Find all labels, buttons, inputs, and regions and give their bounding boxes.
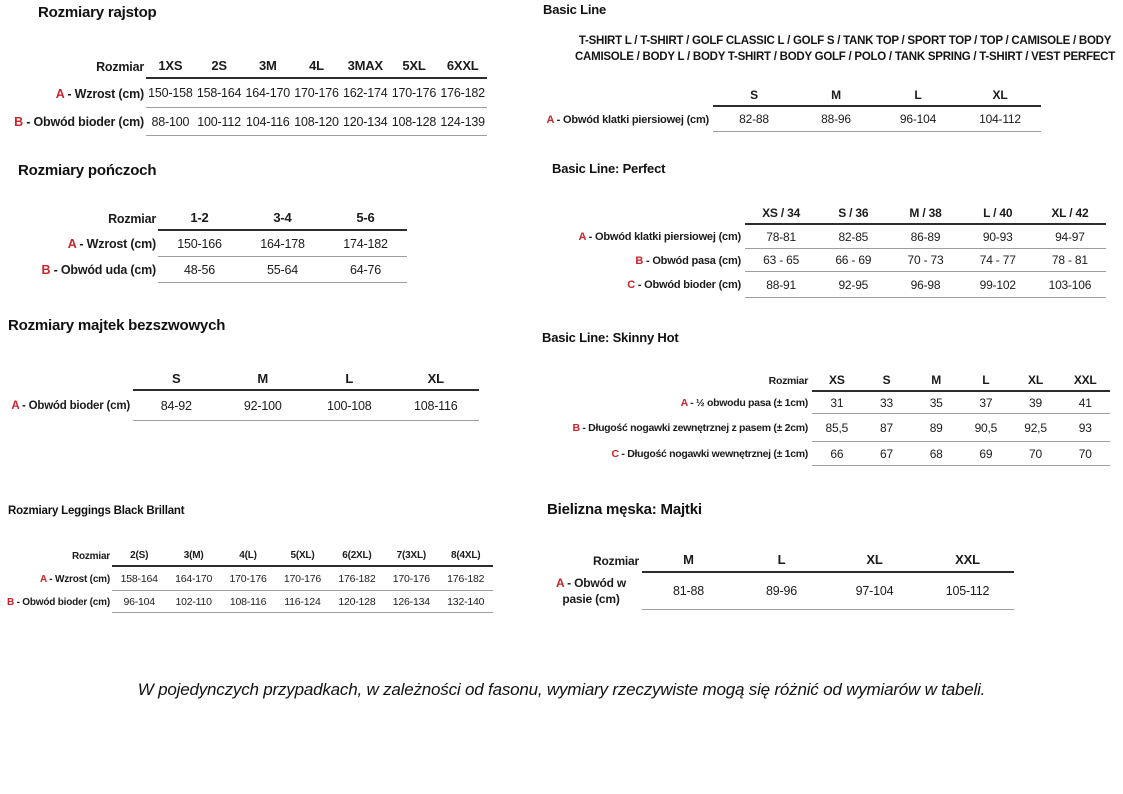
section-title-basic-line-perfect: Basic Line: Perfect [552, 161, 666, 176]
table-cell: 102-110 [175, 595, 212, 608]
table-cell: 96-104 [123, 595, 155, 608]
size-column-header: XXL [1073, 373, 1097, 387]
table-row-cells [158, 231, 407, 257]
size-table-ponczoch [0, 206, 407, 283]
size-column-header: M [831, 88, 841, 102]
table-cell: 170-176 [294, 86, 339, 100]
size-column-header: 7(3XL) [396, 549, 426, 561]
table-cell: 33 [880, 395, 893, 410]
table-cell: 108-120 [294, 114, 339, 129]
table-corner-label [543, 370, 808, 392]
table-header-cells [158, 206, 407, 231]
table-cell: 89 [929, 420, 943, 435]
row-label [0, 591, 110, 613]
row-label-text: B - Obwód uda (cm) [41, 263, 156, 277]
table-cell: 69 [979, 446, 993, 461]
table-header-cells [745, 202, 1106, 225]
table-corner-label [0, 54, 144, 79]
row-letter-b: B [6, 596, 14, 608]
row-letter-c: C [611, 448, 619, 460]
size-column-header: L [982, 373, 990, 387]
table-header-row [0, 367, 479, 391]
table-corner-label-text: Rozmiar [71, 550, 110, 562]
row-label [543, 225, 741, 249]
table-cell: 170-176 [283, 572, 322, 585]
table-row-cells [146, 79, 487, 108]
row-label-text: A - Obwód klatki piersiowej (cm) [578, 231, 741, 243]
row-letter-b: B [41, 263, 51, 277]
size-table-skinny-hot [543, 370, 1110, 466]
size-column-header: XL [866, 552, 883, 567]
size-column-header: 1XS [158, 58, 183, 73]
row-label-text: B - Obwód bioder (cm) [14, 115, 144, 129]
table-row-cells [112, 567, 493, 591]
table-cell: 97-104 [855, 584, 894, 598]
row-label-text: A - Wzrost (cm) [40, 573, 110, 585]
table-cell: 104-112 [979, 112, 1021, 126]
table-cell: 162-174 [342, 86, 388, 100]
table-cell: 81-88 [673, 584, 704, 598]
size-column-header: 3M [258, 58, 277, 73]
table-cell: 96-104 [899, 112, 937, 126]
size-column-header: XS [829, 373, 845, 387]
row-label [0, 257, 156, 283]
table-cell: 108-116 [413, 398, 458, 413]
table-cell: 124-139 [440, 114, 485, 129]
row-letter-a: A [578, 231, 586, 243]
table-row-cells [745, 249, 1106, 272]
size-table-basic-line-perfect [543, 202, 1106, 298]
table-cell: 92-100 [243, 398, 282, 413]
size-column-header: S [172, 370, 181, 386]
row-label-text: C - Obwód bioder (cm) [627, 279, 741, 291]
size-column-header: XS / 34 [762, 205, 801, 220]
table-cell: 174-182 [343, 236, 388, 251]
size-column-header: XL / 42 [1051, 205, 1089, 220]
table-corner-label-text: Rozmiar [593, 553, 639, 568]
table-cell: 92,5 [1024, 420, 1047, 435]
table-cell: 108-128 [391, 114, 437, 129]
table-cell: 70 - 73 [907, 253, 944, 267]
table-cell: 88-96 [821, 112, 851, 126]
row-letter-a: A [680, 397, 688, 409]
table-cell: 176-182 [440, 86, 485, 100]
row-label-text: C - Długość nogawki wewnętrznej (± 1cm) [611, 448, 808, 460]
table-corner-label [543, 548, 639, 573]
row-label [543, 249, 741, 272]
row-label-text: B - Obwód pasa (cm) [635, 254, 741, 267]
table-cell: 158-164 [120, 572, 158, 585]
row-label [0, 108, 144, 136]
row-letter-b: B [572, 422, 580, 434]
table-row [0, 231, 407, 257]
table-header-row [0, 545, 493, 567]
table-cell: 39 [1029, 395, 1042, 410]
size-column-header: 6XXL [446, 58, 479, 73]
table-cell: 78 - 81 [1051, 253, 1088, 267]
table-cell: 74 - 77 [979, 253, 1016, 267]
size-column-header: XXL [955, 552, 980, 567]
table-cell: 164-170 [175, 572, 213, 585]
table-cell: 67 [880, 446, 893, 461]
table-row-cells [112, 591, 493, 613]
table-corner-label-text: Rozmiar [96, 59, 144, 74]
row-label-text: A - ½ obwodu pasa (± 1cm) [680, 397, 808, 409]
table-cell: 90-93 [982, 229, 1013, 244]
table-cell: 88-100 [151, 114, 190, 129]
table-header-cells [112, 545, 493, 567]
table-header-cells [133, 367, 479, 391]
table-row-cells [642, 573, 1014, 610]
table-row-cells [133, 391, 479, 421]
table-row [543, 249, 1106, 272]
row-letter-b: B [14, 115, 23, 129]
table-header-row [543, 85, 1041, 107]
table-cell: 90,5 [974, 420, 998, 435]
table-row [0, 567, 493, 591]
table-header-cells [146, 54, 487, 79]
table-cell: 88-91 [766, 277, 796, 292]
table-row [543, 573, 1014, 610]
table-cell: 35 [929, 395, 943, 410]
table-cell: 150-166 [177, 236, 222, 251]
section-title-rajstop: Rozmiary rajstop [38, 4, 157, 21]
size-column-header: 2(S) [130, 549, 149, 561]
table-cell: 99-102 [979, 277, 1016, 292]
size-column-header: 3(M) [183, 549, 204, 561]
table-cell: 82-85 [838, 229, 869, 244]
table-row-cells [146, 108, 487, 136]
size-column-header: 3-4 [273, 210, 292, 225]
size-column-header: 3MAX [347, 58, 383, 73]
size-column-header: L / 40 [983, 205, 1013, 220]
table-corner-label [0, 206, 156, 231]
size-column-header: S [750, 88, 758, 102]
row-label-text: A - Wzrost (cm) [55, 86, 144, 101]
size-table-majtek-bezszwowe [0, 367, 479, 421]
table-cell: 126-134 [392, 595, 430, 608]
table-header-row [543, 548, 1014, 573]
table-corner-label-text: Rozmiar [768, 375, 808, 387]
table-cell: 170-176 [391, 86, 437, 100]
section-title-ponczoch: Rozmiary pończoch [18, 162, 157, 179]
table-cell: 68 [929, 446, 943, 461]
row-label [0, 231, 156, 257]
table-cell: 108-116 [229, 595, 267, 608]
size-column-header: 5-6 [356, 210, 375, 225]
table-row [543, 414, 1110, 442]
size-column-header: M / 38 [909, 205, 942, 220]
table-cell: 66 - 69 [835, 253, 872, 267]
size-column-header: S / 36 [838, 205, 869, 220]
row-letter-b: B [635, 254, 644, 267]
row-label-text: B - Długość nogawki zewnętrznej z pasem (± 2cm) [572, 422, 808, 434]
table-header-row [0, 54, 487, 79]
table-cell: 132-140 [447, 595, 485, 608]
table-cell: 96-98 [910, 277, 941, 292]
size-column-header: 1-2 [190, 210, 209, 225]
table-cell: 55-64 [267, 262, 298, 277]
table-cell: 104-116 [246, 114, 290, 129]
row-label [543, 573, 639, 610]
table-row [543, 225, 1106, 249]
table-cell: 164-170 [245, 86, 291, 100]
table-cell: 170-176 [392, 572, 430, 585]
section-title-majtek-bezszwowe: Rozmiary majtek bezszwowych [8, 317, 226, 334]
basic-line-products-list: T-SHIRT L / T-SHIRT / GOLF CLASSIC L / GOLF S / TANK TOP / SPORT TOP / TOP / CAMISOLE / BODY CAMISOLE / BODY L / BODY T-SHIRT / BODY GOLF / POLO / TANK SPRING / T-SHIRT / VEST PERFECT [575, 35, 1115, 64]
table-cell: 85,5 [825, 420, 849, 435]
table-cell: 176-182 [338, 572, 376, 585]
size-column-header: L [777, 552, 786, 567]
section-title-skinny-hot: Basic Line: Skinny Hot [542, 330, 679, 345]
table-cell: 100-108 [327, 398, 372, 413]
section-title-leggings: Rozmiary Leggings Black Brillant [8, 505, 185, 517]
size-column-header: L [914, 88, 922, 102]
table-cell: 37 [979, 395, 993, 410]
row-label [543, 442, 808, 466]
table-header-cells [812, 370, 1110, 392]
table-header-row [0, 206, 407, 231]
section-title-bielizna-meska: Bielizna męska: Majtki [547, 501, 702, 518]
table-corner-label [543, 202, 741, 225]
row-label [543, 414, 808, 442]
table-cell: 66 [830, 446, 844, 461]
row-label-text: A - Obwód w pasie (cm) [555, 575, 627, 606]
size-column-header: XL [427, 370, 444, 386]
table-row [0, 108, 487, 136]
size-column-header: 5XL [402, 58, 426, 73]
table-cell: 120-128 [338, 595, 376, 608]
size-column-header: 8(4XL) [451, 549, 481, 561]
table-cell: 103-106 [1048, 277, 1092, 292]
table-cell: 41 [1078, 395, 1092, 410]
table-corner-label [0, 367, 130, 391]
row-letter-c: C [627, 279, 635, 291]
table-row-cells [812, 442, 1110, 466]
size-column-header: 6(2XL) [342, 549, 372, 561]
table-row [543, 272, 1106, 298]
table-cell: 94-97 [1055, 229, 1085, 244]
table-cell: 31 [830, 395, 844, 410]
table-cell: 105-112 [945, 584, 990, 598]
table-cell: 93 [1078, 420, 1092, 435]
table-cell: 158-164 [196, 86, 242, 100]
size-table-leggings [0, 545, 493, 613]
row-label [543, 392, 808, 414]
row-label [0, 391, 130, 421]
table-cell: 164-178 [260, 236, 305, 251]
table-row [543, 107, 1041, 132]
table-header-cells [713, 85, 1041, 107]
row-label [543, 107, 709, 132]
row-label [0, 79, 144, 108]
row-letter-a: A [546, 113, 554, 126]
table-row-cells [158, 257, 407, 283]
row-label [543, 272, 741, 298]
size-column-header: M [931, 373, 942, 387]
table-row [0, 391, 479, 421]
row-label-text: B - Obwód bioder (cm) [6, 596, 110, 608]
size-column-header: M [257, 370, 269, 386]
size-column-header: 4(L) [239, 549, 257, 561]
size-column-header: XL [1028, 373, 1043, 387]
table-row [0, 79, 487, 108]
table-row [543, 392, 1110, 414]
size-column-header: L [345, 370, 354, 386]
table-cell: 170-176 [229, 572, 267, 585]
table-cell: 84-92 [160, 398, 192, 413]
table-cell: 86-89 [910, 229, 941, 244]
row-letter-a: A [555, 575, 565, 590]
table-row-cells [713, 107, 1041, 132]
row-letter-a: A [67, 237, 77, 251]
table-cell: 120-134 [342, 114, 388, 129]
size-column-header: 4L [309, 58, 324, 73]
size-column-header: S [882, 373, 891, 387]
size-table-bielizna-meska [543, 548, 1014, 610]
table-corner-label-text: Rozmiar [108, 211, 156, 226]
row-label [0, 567, 110, 591]
row-label-text: A - Obwód klatki piersiowej (cm) [546, 113, 709, 126]
table-cell: 63 - 65 [763, 253, 800, 267]
table-cell: 48-56 [184, 262, 215, 277]
table-cell: 150-158 [148, 86, 193, 100]
table-cell: 176-182 [447, 572, 485, 585]
table-cell: 116-124 [284, 595, 321, 608]
table-row-cells [812, 392, 1110, 414]
table-cell: 70 [1078, 446, 1092, 461]
table-row-cells [745, 272, 1106, 298]
table-row-cells [812, 414, 1110, 442]
section-title-basic-line: Basic Line [543, 2, 607, 17]
table-header-row [543, 370, 1110, 392]
size-table-rajstop [0, 54, 487, 136]
size-column-header: XL [992, 88, 1008, 102]
size-table-basic-line [543, 85, 1041, 132]
table-row-cells [745, 225, 1106, 249]
table-cell: 82-88 [739, 112, 769, 126]
table-cell: 70 [1029, 446, 1042, 461]
table-corner-label [543, 85, 709, 107]
row-label-text: A - Wzrost (cm) [67, 237, 156, 251]
disclaimer-note: W pojedynczych przypadkach, w zależności od fasonu, wymiary rzeczywiste mogą się różnić od wymiarów w tabeli. [137, 680, 986, 699]
table-corner-label [0, 545, 110, 567]
table-header-row [543, 202, 1106, 225]
table-cell: 92-95 [838, 277, 869, 292]
size-column-header: 2S [211, 58, 227, 73]
table-row [543, 442, 1110, 466]
row-letter-a: A [11, 400, 19, 412]
size-column-header: 5(XL) [290, 549, 315, 561]
row-label-text: A - Obwód bioder (cm) [11, 400, 130, 412]
table-cell: 100-112 [197, 114, 241, 129]
table-cell: 89-96 [766, 584, 797, 598]
table-cell: 64-76 [350, 262, 381, 277]
table-cell: 78-81 [766, 229, 796, 244]
row-letter-a: A [55, 86, 65, 101]
table-cell: 87 [880, 420, 893, 435]
table-header-cells [642, 548, 1014, 573]
size-column-header: M [683, 552, 694, 567]
table-row [0, 591, 493, 613]
row-letter-a: A [40, 573, 47, 585]
table-row [0, 257, 407, 283]
